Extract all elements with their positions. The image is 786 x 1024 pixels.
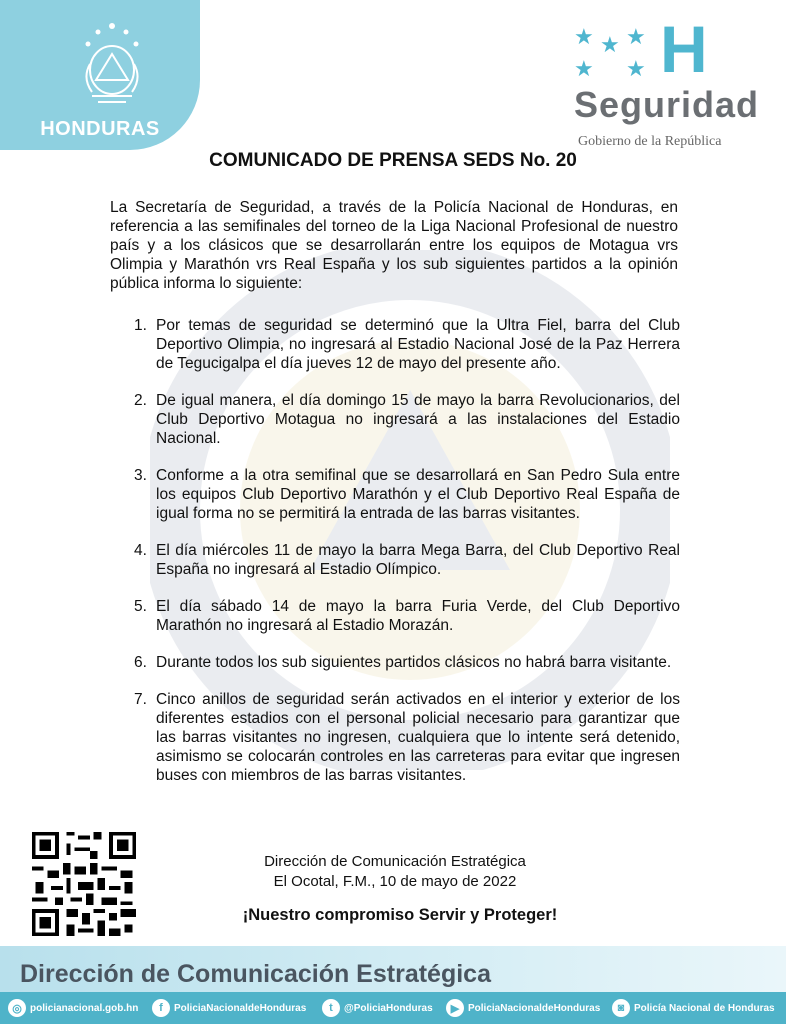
facebook-icon: f: [152, 999, 170, 1017]
item-text: Conforme a la otra semifinal que se desarrollará en San Pedro Sula entre los equipos Club Deportivo Marathón y el Club Deportivo Real España de igual forma no se permitirá la entrada de las barras visitantes.: [156, 467, 680, 522]
social-label: @PoliciaHonduras: [344, 1002, 433, 1014]
item-text: De igual manera, el día domingo 15 de mayo la barra Revolucionarios, del Club Deportivo Motagua no ingresará a las instalaciones del Estadio Nacional.: [156, 392, 680, 447]
item-number: 3.: [134, 467, 147, 484]
footer: [0, 946, 786, 1024]
instagram-icon: ◙: [612, 999, 630, 1017]
svg-text:★: ★: [626, 57, 646, 82]
item-text: El día miércoles 11 de mayo la barra Mega Barra, del Club Deportivo Real España no ingresará al Estadio Olímpico.: [156, 542, 680, 578]
item-number: 7.: [134, 691, 147, 708]
svg-text:★: ★: [600, 33, 620, 58]
measures-list: [110, 316, 680, 803]
item-text: Cinco anillos de seguridad serán activados en el interior y exterior de los diferentes estadios con el personal policial necesario para garantizar que las barras visitantes no ingresen, cualquiera que lo intente será detenido, asimismo se colocarán controles en las carreteras para evitar que ingresen buses con miembros de las barras visitantes.: [156, 691, 680, 784]
list-item: [110, 466, 680, 523]
honduras-header-panel: [0, 0, 200, 150]
country-label: HONDURAS: [40, 118, 160, 140]
closing-office: Dirección de Comunicación Estratégica: [264, 853, 526, 870]
youtube-icon: ▶: [446, 999, 464, 1017]
list-item: [110, 690, 680, 785]
social-label: PoliciaNacionaldeHonduras: [468, 1002, 601, 1014]
item-number: 2.: [134, 392, 147, 409]
qr-code-icon[interactable]: [28, 828, 140, 940]
coat-of-arms-icon: [72, 20, 152, 112]
slogan: ¡Nuestro compromiso Servir y Proteger!: [242, 906, 558, 924]
ministry-name: Seguridad: [574, 84, 760, 125]
press-release-title: COMUNICADO DE PRENSA SEDS No. 20: [209, 150, 577, 171]
intro-paragraph: La Secretaría de Seguridad, a través de la Policía Nacional de Honduras, en referencia a las semifinales del torneo de la Liga Nacional Profesional de nuestro país y a los clásicos que se desarrollarán entre los equipos de Motagua vrs Olimpia y Marathón vrs Real España y los sub siguientes partidos a la opinión pública informa lo siguiente:: [110, 199, 678, 292]
social-instagram[interactable]: [612, 996, 775, 1020]
social-label: policianacional.gob.hn: [30, 1002, 139, 1014]
item-text: Durante todos los sub siguientes partidos clásicos no habrá barra visitante.: [156, 654, 672, 671]
stars-icon: [570, 22, 650, 82]
item-number: 6.: [134, 654, 147, 671]
item-text: Por temas de seguridad se determinó que la Ultra Fiel, barra del Club Deportivo Olimpia, no ingresará al Estadio Nacional José de la Paz Herrera de Tegucigalpa el día jueves 12 de mayo del presente año.: [156, 317, 680, 372]
list-item: [110, 597, 680, 635]
list-item: [110, 316, 680, 373]
social-youtube[interactable]: [446, 996, 600, 1020]
ministry-subtitle: Gobierno de la República: [578, 134, 722, 149]
social-facebook[interactable]: [152, 996, 306, 1020]
social-twitter[interactable]: [322, 996, 433, 1020]
list-item: [110, 391, 680, 448]
closing-place-date: El Ocotal, F.M., 10 de mayo de 2022: [273, 873, 517, 890]
svg-text:★: ★: [574, 57, 594, 82]
social-website[interactable]: [8, 996, 138, 1020]
item-text: El día sábado 14 de mayo la barra Furia Verde, del Club Deportivo Marathón no ingresará al Estadio Morazán.: [156, 598, 680, 634]
list-item: [110, 653, 680, 672]
svg-text:★: ★: [626, 25, 646, 50]
globe-icon: ◎: [8, 999, 26, 1017]
social-label: Policía Nacional de Honduras: [634, 1002, 775, 1014]
item-number: 4.: [134, 542, 147, 559]
footer-title: Dirección de Comunicación Estratégica: [20, 960, 491, 988]
item-number: 1.: [134, 317, 147, 334]
list-item: [110, 541, 680, 579]
twitter-icon: t: [322, 999, 340, 1017]
item-number: 5.: [134, 598, 147, 615]
svg-text:★: ★: [574, 25, 594, 50]
seguridad-h-logo: H: [660, 12, 708, 86]
social-label: PoliciaNacionaldeHonduras: [174, 1002, 307, 1014]
